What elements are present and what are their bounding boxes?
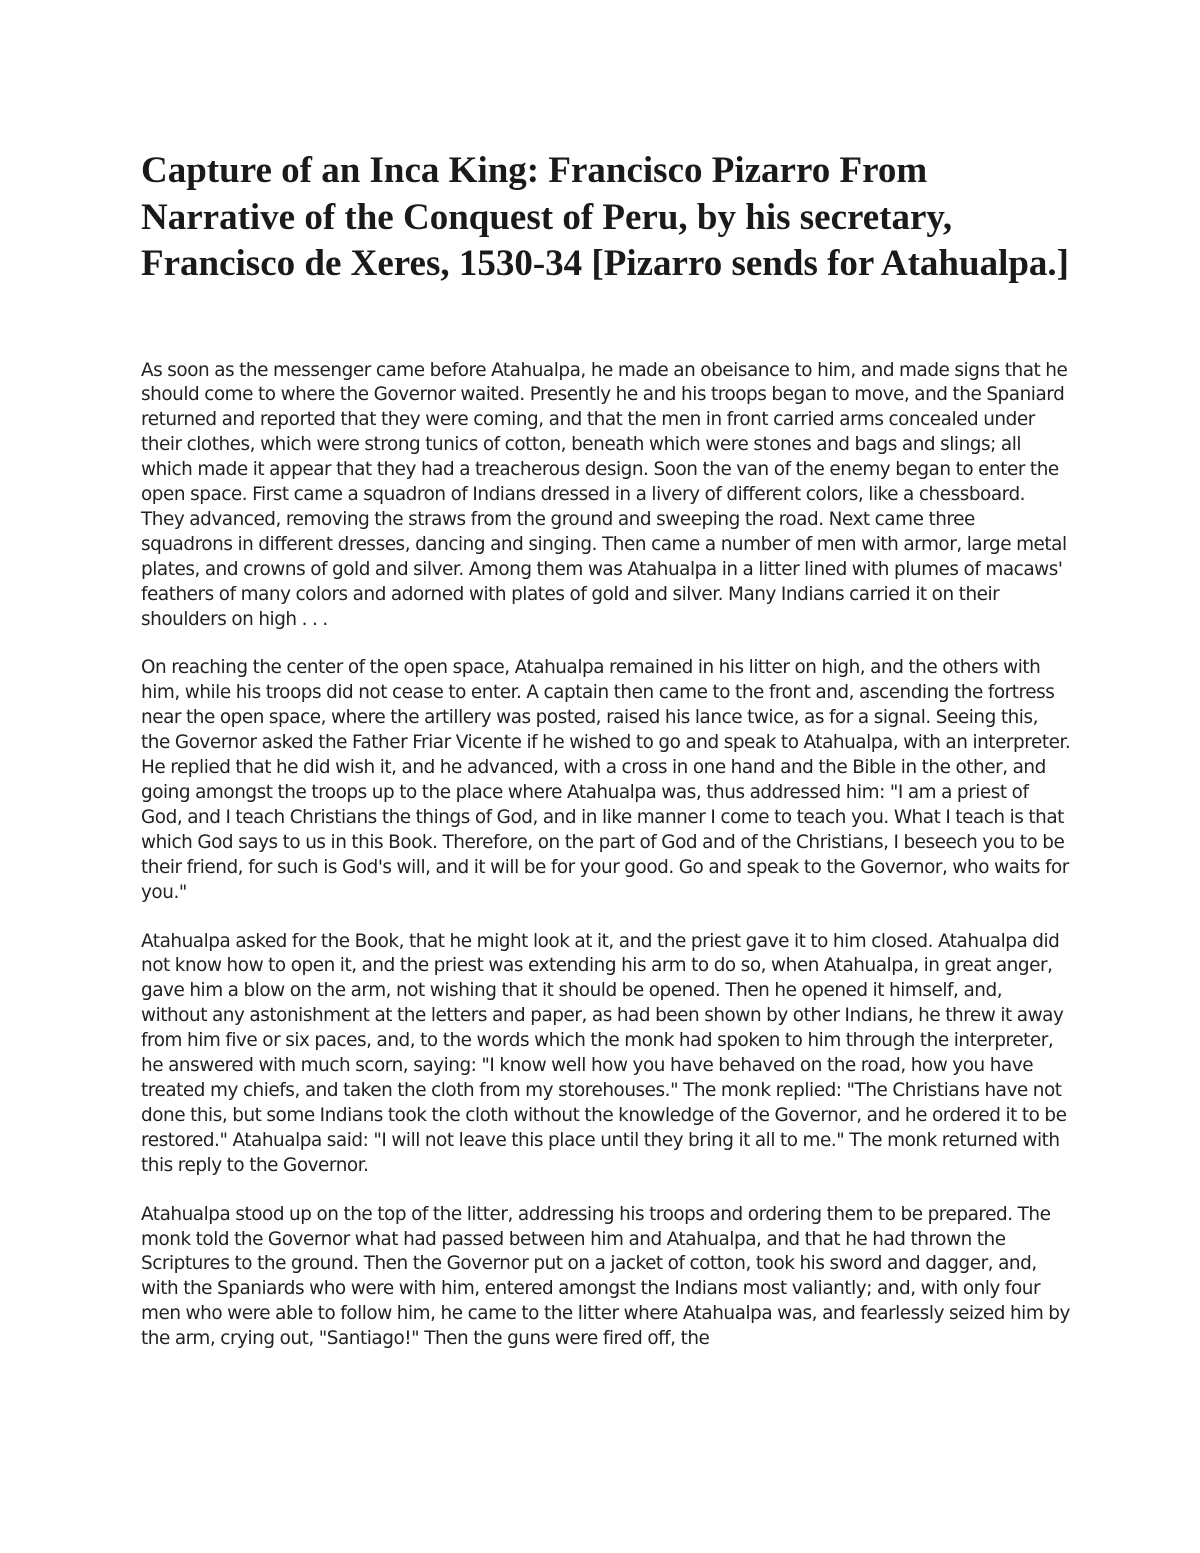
paragraph-2: On reaching the center of the open space, Atahualpa remained in his litter on high, and the others with him, while his troops did not cease to enter. A captain then came to the front and, ascending the fortress near the open space, where the artillery was posted, raised his lance twice, as for a signal. Seeing this, the Governor asked the Father Friar Vicente if he wished to go and speak to Atahualpa, with an interpreter. He replied that he did wish it, and he advanced, with a cross in one hand and the Bible in the other, and going amongst the troops up to the place where Atahualpa was, thus addressed him: "I am a priest of God, and I teach Christians the things of God, and in like manner I come to teach you. What I teach is that which God says to us in this Book. Therefore, on the part of God and of the Christians, I beseech you to be their friend, for such is God's will, and it will be for your good. Go and speak to the Governor, who waits for you." [141,657,1071,903]
document-content [141,148,1071,1376]
paragraph-1: As soon as the messenger came before Atahualpa, he made an obeisance to him, and made signs that he should come to where the Governor waited. Presently he and his troops began to move, and the Spaniard returned and reported that they were coming, and that the men in front carried arms concealed under their clothes, which were strong tunics of cotton, beneath which were stones and bags and slings; all which made it appear that they had a treacherous design. Soon the van of the enemy began to enter the open space. First came a squadron of Indians dressed in a livery of different colors, like a chessboard. They advanced, removing the straws from the ground and sweeping the road. Next came three squadrons in different dresses, dancing and singing. Then came a number of men with armor, large metal plates, and crowns of gold and silver. Among them was Atahualpa in a litter lined with plumes of macaws' feathers of many colors and adorned with plates of gold and silver. Many Indians carried it on their shoulders on high . . . [141,359,1068,630]
paragraph-4: Atahualpa stood up on the top of the litter, addressing his troops and ordering them to be prepared. The monk told the Governor what had passed between him and Atahualpa, and that he had thrown the Scriptures to the ground. Then the Governor put on a jacket of cotton, took his sword and dagger, and, with the Spaniards who were with him, entered amongst the Indians most valiantly; and, with only four men who were able to follow him, he came to the litter where Atahualpa was, and fearlessly seized him by the arm, crying out, "Santiago!" Then the guns were fired off, the [141,1203,1070,1350]
paragraph-3: Atahualpa asked for the Book, that he might look at it, and the priest gave it to him closed. Atahualpa did not know how to open it, and the priest was extending his arm to do so, when Atahualpa, in great anger, gave him a blow on the arm, not wishing that it should be opened. Then he opened it himself, and, without any astonishment at the letters and paper, as had been shown by other Indians, he threw it away from him five or six paces, and, to the words which the monk had spoken to him through the interpreter, he answered with much scorn, saying: "I know well how you have behaved on the road, how you have treated my chiefs, and taken the cloth from my storehouses." The monk replied: "The Christians have not done this, but some Indians took the cloth without the knowledge of the Governor, and he ordered it to be restored." Atahualpa said: "I will not leave this place until they bring it all to me." The monk returned with this reply to the Governor. [141,930,1067,1176]
document-title: Capture of an Inca King: Francisco Pizarro From Narrative of the Conquest of Peru, by his secretary, Francisco de Xeres, 1530-34 [Pizarro sends for Atahualpa.] [141,150,1069,284]
document-body [141,359,1071,1353]
